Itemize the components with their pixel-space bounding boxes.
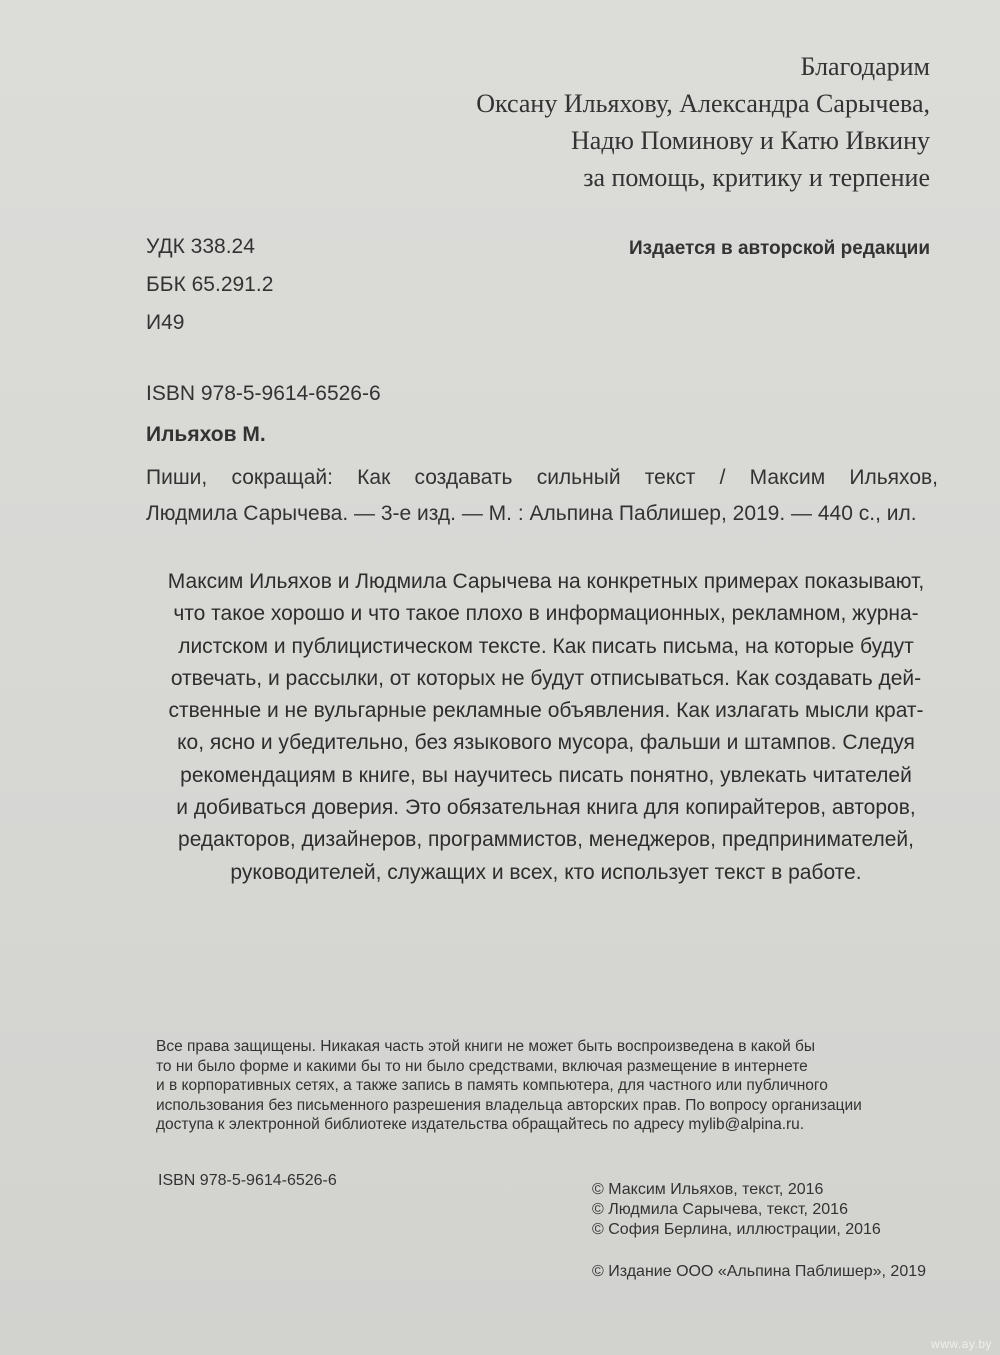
copyright-line: © Издание ООО «Альпина Паблишер», 2019 <box>592 1263 927 1280</box>
classification-codes <box>146 228 273 342</box>
copyright-line: © София Берлина, иллюстрации, 2016 <box>592 1221 881 1238</box>
rights-line: Все права защищены. Никакая часть этой книги не может быть воспроизведена в какой бы <box>156 1038 816 1055</box>
annotation-line: рекомендациям в книге, вы научитесь писать понятно, увлекать читателей <box>180 763 912 787</box>
isbn-top: ISBN 978-5-9614-6526-6 <box>146 382 381 405</box>
copyright-spacer <box>592 1240 926 1262</box>
acknowledgement-line: Благодарим <box>800 52 930 81</box>
annotation-line: и добиваться доверия. Это обязательная книга для копирайтеров, авторов, <box>176 796 916 820</box>
rights-line: и в корпоративных сетях, а также запись в память компьютера, для частного или публичного <box>156 1077 828 1094</box>
annotation-line: листском и публицистическом тексте. Как писать письма, на которые будут <box>178 634 914 658</box>
rights-notice <box>156 1037 916 1135</box>
bibliographic-record <box>146 460 938 532</box>
annotation-line: редакторов, дизайнеров, программистов, менеджеров, предпринимателей, <box>178 828 914 852</box>
acknowledgement-line: за помощь, критику и терпение <box>583 163 930 192</box>
annotation-line: ко, ясно и убедительно, без языкового мусора, фальши и штампов. Следуя <box>177 731 915 755</box>
copyright-line: © Максим Ильяхов, текст, 2016 <box>592 1181 824 1198</box>
annotation-line: Максим Ильяхов и Людмила Сарычева на конкретных примерах показывают, <box>167 570 925 593</box>
bibliographic-line: Пиши, сокращай: Как создавать сильный текст / Максим Ильяхов, <box>146 466 938 489</box>
author-mark: И49 <box>146 311 185 334</box>
copyright-line: © Людмила Сарычева, текст, 2016 <box>592 1201 848 1218</box>
rights-line: использования без письменного разрешения владельца авторских прав. По вопросу организации <box>156 1096 862 1114</box>
bbk-code: ББК 65.291.2 <box>146 273 274 296</box>
site-watermark: www.ay.by <box>931 1337 992 1351</box>
copyright-block <box>592 1180 926 1282</box>
annotation-line: ственные и не вульгарные рекламные объявления. Как излагать мысли крат- <box>168 699 924 723</box>
annotation-paragraph <box>146 566 946 889</box>
annotation-line: руководителей, служащих и всех, кто использует текст в работе. <box>230 860 862 884</box>
rights-line: доступа к электронной библиотеке издательства обращайтесь по адресу mylib@alpina.ru. <box>156 1116 805 1133</box>
acknowledgement-line: Оксану Ильяхову, Александра Сарычева, <box>476 89 930 118</box>
edition-note: Издается в авторской редакции <box>629 238 930 259</box>
acknowledgement-line: Надю Поминову и Катю Ивкину <box>571 126 930 155</box>
annotation-line: отвечать, и рассылки, от которых не будут отписываться. Как создавать дей- <box>170 666 922 690</box>
annotation-line: что такое хорошо и что такое плохо в информационных, рекламном, журна- <box>173 602 919 626</box>
author-heading: Ильяхов М. <box>146 423 266 446</box>
rights-line: то ни было форме и какими бы то ни было средствами, включая размещение в интернете <box>156 1057 808 1075</box>
acknowledgement-block <box>476 48 930 196</box>
bibliographic-line: Людмила Сарычева. — 3-е изд. — М. : Альпина Паблишер, 2019. — 440 с., ил. <box>146 502 917 525</box>
isbn-bottom: ISBN 978-5-9614-6526-6 <box>158 1172 337 1189</box>
udk-code: УДК 338.24 <box>146 235 255 258</box>
